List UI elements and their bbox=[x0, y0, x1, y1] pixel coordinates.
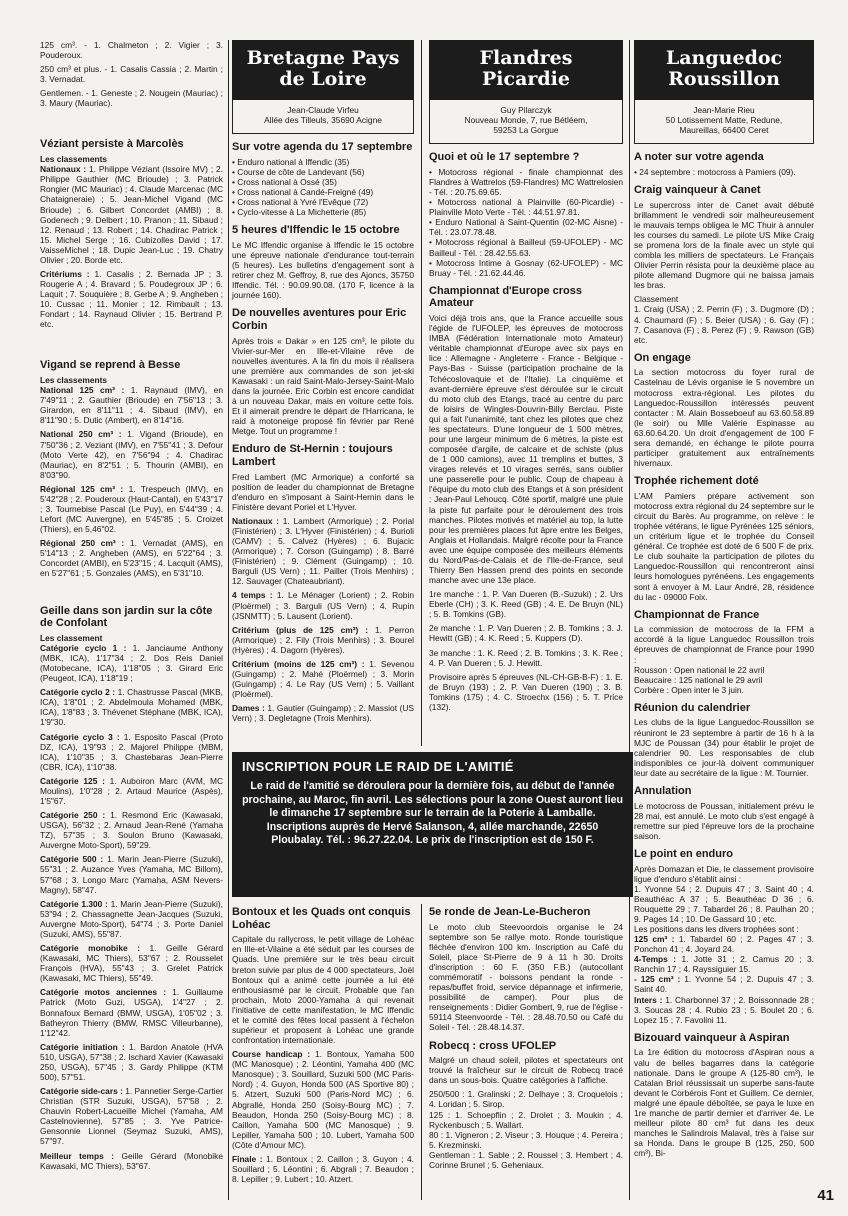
page-number: 41 bbox=[817, 1187, 834, 1204]
article-text: Le MC Iffendic organise à Iffendic le 15 octobre une épreuve nationale d'endurance tout-terrain (5 heures). Les bulletins d'engagement sont à retirer chez M. Geffroy, 8, rue des Ajoncs, 35750 Iffendic. Tél. : 90.09.90.08. (170 F, licence à la journée 160). bbox=[232, 239, 414, 301]
results-paragraph: Régional 250 cm³ : 1. Vernadat (AMS), en 5'14"13 ; 2. Angheben (AMS), en 5'22"64 ; 3. Concordet (AMBI), en 5'23"15 ; 4. Lacquit (AMS), en 5'27"61 ; 5. Gonzales (AMS), en 5'31"10. bbox=[40, 538, 223, 579]
agenda-list bbox=[429, 167, 623, 278]
article-text: Classement bbox=[634, 294, 679, 305]
results-paragraph: Catégorie side-cars : 1. Pannetier Serge-Cartier Christian (STR Suzuki, USGA), 57"58 ; 2. Chauvin Robert-Lacueille Michel (Yamaha, AM Castelnovienne), 57"85 ; 3. Yve Patrice-Gensonnie Lionnel (Seymaz Suzuki, AMS), 57"97. bbox=[40, 1086, 223, 1147]
region-contact: Jean-Marie Rieu 50 Lotissement Matte, Redune, Maureillas, 66400 Ceret bbox=[634, 100, 814, 145]
list-item: • Motocross Intime à Gosnay (62-UFOLEP) - MC Bruay - Tél. : 21.62.44.46. bbox=[429, 258, 623, 278]
results-line: 1. Craig (USA) ; 2. Perrin (F) ; 3. Dugmore (D) ; 4. Chaumard (F) ; 5. Beier (USA) ; 6. Gay (F) ; 7. Casanova (F) ; 8. Perez (F) ; 9. Rawson (GB) etc. bbox=[634, 304, 814, 345]
subheading: Les classement bbox=[40, 632, 103, 643]
results-paragraph: Nationaux : 1. Lambert (Armorique) ; 2. Porial (Finistérien) ; 3. L'Hyver (Finistérien) ; 4. Burioli (CAMV) ; 5. Calvez (Hyères) ; 6. Bujacic (Armorique) ; 7. Corson (Guingamp) ; 8. Barré (Finistérien) ; 9. Clément (Guingamp) ; 10. Barguli (US Vern) ; 11. Pailler (Trois Menhirs) ; 12. Sauvager (Chateaubriant). bbox=[232, 515, 414, 587]
results-line: Beaucaire : 125 national le 29 avril bbox=[634, 674, 763, 685]
list-item: • Cross national à Yvré l'Evêque (72) bbox=[232, 197, 414, 207]
results-paragraph: Critérium (moins de 125 cm³) : 1. Sevenou (Guingamp) ; 2. Mahé (Ploërmel) ; 3. Morin (Guingamp) ; 4. Le Ray (US Vern) ; 5. Vaillant (Ploërmel). bbox=[232, 658, 414, 700]
region-header: Languedoc Roussillon bbox=[634, 40, 814, 100]
article-title: Trophée richement doté bbox=[634, 475, 759, 488]
results-paragraph: 4-Temps : 1. Jotte 31 ; 2. Camus 20 ; 3. Ranchin 17 ; 4. Rayssiguier 15. bbox=[634, 954, 814, 975]
article-title: De nouvelles aventures pour Eric Corbin bbox=[232, 307, 407, 332]
results-line: 1re manche : 1. P. Van Dueren (B.-Suzuki) ; 2. Urs Eberle (CH) ; 3. K. Reed (GB) ; 4. E. De Bruyn (NL) ; 5. B. Tomkins (GB). bbox=[429, 589, 623, 620]
results-line: 1. Yvonne 54 ; 2. Dupuis 47 ; 3. Saint 40 ; 4. Beauthéac A 37 ; 5. Beauthéac D 36 ; 6. Rouquette 29 ; 7. Tabardel 26 ; 8. Paulhan 20 ; 9. Pages 14 ; 10. De Gassard 10 ; etc. bbox=[634, 883, 814, 924]
article-title: Championnat d'Europe cross Amateur bbox=[429, 284, 582, 310]
subheading: Les classements bbox=[40, 154, 108, 165]
article-text: Fred Lambert (MC Armorique) a conforté sa position de leader du championnat de Bretagne d'enduro en s'imposant à Saint-Hernin dans le Finistère devant Poriel et L'Hyver. bbox=[232, 471, 414, 512]
results-paragraph: Catégorie cyclo 2 : 1. Chastrusse Pascal (MKB, ICA), 1'8"01 ; 2. Abdelmoula Mohamed (MBK, ICA), 1'8"83 ; 3. Thévenet Stéphane (MBK, ICA), 1'9"30. bbox=[40, 687, 223, 728]
results-paragraph: Critériums : 1. Casalis ; 2. Bernada JP ; 3. Rougerie A ; 4. Bravard ; 5. Poudegroux JP ; 6. Laquit ; 7. Souquière ; 8. Gerbe A ; 9. Angheben ; 10. Cussac ; 11. Monier ; 12. Rimbault ; 13. Fondart ; 14. Raynaud Olivier ; 15. Bertrand P. etc. bbox=[40, 268, 223, 330]
article-text: Voici déjà trois ans, que la France accueille sous l'égide de l'UFOLEP, les épreuves de motocross IMBA (Fédération Internationale moto Amateur) véritable championnat d'Europe avec six pays en lice : Allemagne - Angleterre - France - Belgique - Pays-Bas - Suisse (participation prochaine de la Tchécoslovaquie et de l'Italie). La cinquième et avant-dernière épreuve s'est déroulée sur le circuit du moto club des Etangs, tracé au centre du parc de loisirs de Wingles-Douvrin-Billy Berclau. Piste qui a fait l'unanimité, tant chez les pilotes que chez les spectateurs. D'une longueur de 1 500 mètres, pour une largeur minimum de 6 mètres, la piste est composée d'argile, de calcaire et de schiste (plus de 1 000 camions), avec 11 tremplins et buttes, 3 virages relevés et 10 virages serrés, sans oublier une passerelle pour le public. Coup de chapeau à l'équipe du moto club des Etangs et à son président : Jean-Paul Lehoucq. Côté sportif, malgré une pluie la piste fut parfaite pour le déroulement des trois manches. Pilotes motivés et matériel au top, la lutte pour les premières places fut âpre entre les Belges, Anglais et Hollandais. Malgré récolte pour la France avec une équipe composée des meilleurs éléments du Nord/Pas-de-Calais et de l'Ile-de-France, seul Thierry Ben Hassen prend des points en seconde manche avec une 13e place. bbox=[429, 313, 623, 586]
results-paragraph: National 250 cm³ : 1. Vigand (Brioude), en 7'50"36 ; 2. Veziant (IMV), en 7'55"41 ; 3. Defour (Moto Verte 42), en 7'56"94 ; 4. Chadirac (Mauriac), en 8'2"51 ; 5. Thourin (AMBI), en 8'03"90. bbox=[40, 429, 223, 480]
results-paragraph: Meilleur temps : Geille Gérard (Monobike Kawasaki, MC Thiers), 53"67. bbox=[40, 1150, 224, 1171]
top-results-line: Gentlemen. - 1. Geneste ; 2. Nougein (Mauriac) ; 3. Maury (Mauriac). bbox=[40, 88, 223, 109]
article-text: Le supercross inter de Canet avait débuté brillamment le vendredi soir malheureusement le mauvais temps obligea le MC Thuir à annuler les courses du samedi. Le pilote US Mike Craig se promena lors de la finale avec un style qui combla les milliers de spectateurs. Le Français Olivier Perrin résista pour la deuxième place au pilote allemand Dugmore qui ne baissa jamais les bras. bbox=[634, 199, 814, 291]
results-line: 125 : 1. Schoepflin ; 2. Drolet ; 3. Moukin ; 4. Ryckenbusch ; 5. Wallart. bbox=[429, 1109, 623, 1130]
results-paragraph: - 125 cm³ : 1. Yvonne 54 ; 2. Dupuis 47 ; 3. Saint 40. bbox=[634, 974, 814, 995]
banner-text: Le raid de l'amitié se déroulera pour la dernière fois, au début de l'année prochaine, au Maroc, fin avril. Les sélections pour la zone Ouest auront lieu le dimanche 17 septembre sur le terrain de la Poterie à Lamballe. Inscriptions auprès de Hervé Salanson, 4, allée marchande, 22650 Ploubalay. Tél. : 96.27.22.04. Le prix de l'inscription est de 150 F. bbox=[242, 780, 623, 847]
results-line: 3e manche : 1. K. Reed ; 2. B. Tomkins ; 3. K. Ree ; 4. P. Van Dueren ; 5. J. Hewitt. bbox=[429, 647, 623, 668]
results-paragraph: National 125 cm³ : 1. Raynaud (IMV), en 7'49"11 ; 2. Gauthier (Brioude) en 7'56"13 ; 3. Girardon, en 8'11"11 ; 4. Sibaud (IMV), en 8'11"90 ; 5. Dutic (Ambert), en 8'14"16. bbox=[40, 385, 223, 426]
results-paragraph: Nationaux : 1. Philippe Véziant (Issoire MV) ; 2. Philippe Gauthier (MC Brioude) ; 3. Patrick Rongier (MC Mauriac) ; 4. Claude Marcenac (MC Chataigneraie) ; 5. Jean-Michel Vigand (MC Brioude) ; 6. Gilbert Concordet (AMBI) ; 8. Godenech ; 9. Delbert ; 10. Pranon ; 11. Sibaud ; 12. Renaud ; 13. Robert ; 14. Chadirac Patrick ; 15. Michel Serge ; 16. Cubizolles David ; 17. VaisseMichel ; 18. Dupic Jean-Luc ; 19. Chatry Olivier ; 20. Borde etc. bbox=[40, 164, 223, 265]
results-paragraph: Régional 125 cm³ : 1. Trespeuch (IMV), en 5'42"28 ; 2. Pouderoux (Haut-Cantal), en 5'43"17 ; 3. Tournebise Pascal (Le Puy), en 5'44"39 ; 4. Lefort (MC Auvergne), en 5'45"85 ; 5. Croizet (Thiers), en 5,46"02. bbox=[40, 483, 223, 535]
results-line: Les positions dans les divers trophées sont : bbox=[634, 924, 799, 935]
column-3-bottom bbox=[429, 904, 623, 1200]
list-item: • Enduro national à Iffendic (35) bbox=[232, 157, 414, 167]
article-text: La commission de motocross de la FFM a accordé à la ligue Languedoc Roussillon trois épreuves de championnat de France pour 1990 : bbox=[634, 624, 814, 665]
article-title: Vigand se reprend à Besse bbox=[40, 359, 181, 372]
results-paragraph: Catégorie monobike : 1. Geille Gérard (Kawasaki, MC Thiers), 53"67 ; 2. Rousselet François (HVA), 55"43 ; 3. Grelet Patrick (Kawasaki, MC Thiers), 55"49. bbox=[40, 943, 224, 984]
article-title: Le point en enduro bbox=[634, 847, 733, 860]
column-divider bbox=[421, 40, 422, 746]
results-paragraph: Inters : 1. Charbonnel 37 ; 2. Boissonnade 28 ; 3. Soucas 28 ; 4. Rubio 23 ; 5. Boulet 20 ; 6. Lopez 15 ; 7. Favolini 11. bbox=[634, 994, 814, 1025]
article-text: Les clubs de la ligue Languedoc-Roussillon se réuniront le 23 septembre à partir de 16 h à la MJC de Poussan (34) pour établir le projet de calendrier 90. Les responsables de club indisponibles ce jour-là doivent communiquer leur date au secrétaire de la ligue : M. Tournier. bbox=[634, 717, 814, 778]
article-text: • 24 septembre : motocross à Pamiers (09). bbox=[634, 166, 796, 177]
article-text: L'AM Pamiers prépare activement son motocross extra régional du 24 septembre sur le circuit du Barès. Au programme, on relève : le trophée vétérans, le ligue Pyrénées 125 séniors, un critérium ligue et le trophée du Conseil général. Ce trophée est doté de 6 500 F de prix. Le club souhaite la participation de pilotes du Languedoc-Roussillon qui rencontreront ainsi leurs homologues pyrénéens. Les engagements sont à envoyer à M. Laur André, 28, résidence du lac - 09000 Foix. bbox=[634, 490, 814, 602]
results-paragraph: Catégorie cyclo 1 : 1. Janciaume Anthony (MBK, ICA), 1'17"34 ; 2. Dos Reis Daniel (Motobecane, ICA), 1'18"05 ; 3. Girard Eric (Peugeot, ICA), 1'18"19 ; bbox=[40, 642, 223, 684]
agenda-list bbox=[232, 157, 414, 217]
results-paragraph: 4 temps : 1. Le Ménager (Lorient) ; 2. Robin (Ploërmel) ; 3. Barguli (US Vern) ; 4. Rupin (JSNMTT) ; 5. Lausent (Lorient). bbox=[232, 590, 414, 621]
list-item: • Course de côte de Landevant (56) bbox=[232, 167, 414, 177]
list-item: • Cross national à Candé-Freigné (49) bbox=[232, 187, 414, 197]
results-paragraph: Catégorie cyclo 3 : 1. Esposito Pascal (Proto DZ, ICA), 1'9"93 ; 2. Majorel Philippe (MBM, ICA), 1'10"35 ; 3. Chastebaras Jean-Pierre (CBR, ICA), 1'10"38. bbox=[40, 731, 223, 772]
article-title: Sur votre agenda du 17 septembre bbox=[232, 141, 413, 154]
results-paragraph: Catégorie 1.300 : 1. Marin Jean-Pierre (Suzuki), 53"94 ; 2. Chassagnette Jean-Jacques (Suzuki, Auvergne Moto-Sport), 54"74 ; 3. Porte Daniel (Suzuki, AMS), 55"87. bbox=[40, 898, 223, 939]
region-header: Flandres Picardie bbox=[429, 40, 623, 100]
column-divider bbox=[228, 40, 229, 1200]
raid-banner bbox=[232, 752, 633, 897]
column-2 bbox=[232, 40, 414, 746]
results-line: 250/500 : 1. Gralinski ; 2. Delhaye ; 3. Croquelois ; 4. Loridan ; 5. Sirop. bbox=[429, 1089, 623, 1110]
results-line: Rousson : Open national le 22 avril bbox=[634, 664, 765, 675]
article-title: 5 heures d'Iffendic le 15 octobre bbox=[232, 224, 400, 237]
results-paragraph: Catégorie initiation : 1. Bardon Anatole (HVA 510, USGA), 57"38 ; 2. Ischard Xavier (Kawasaki 250, USGA), 57"45 ; 3. Gardy Philippe (KTM 500), 57"51. bbox=[40, 1041, 223, 1082]
results-paragraph: Critérium (plus de 125 cm³) : 1. Perron (Armorique) ; 2. Fily (Trois Menhirs) ; 3. Bourel (Hyères) ; 4. Dagorn (Hyères). bbox=[232, 624, 414, 655]
region-contact: Guy Pilarczyk Nouveau Monde, 7, rue Bétléem, 59253 La Gorgue bbox=[429, 100, 623, 145]
region-contact: Jean-Claude Virfeu Allée des Tilleuls, 35690 Acigne bbox=[232, 100, 414, 135]
results-paragraph: Catégorie 250 : 1. Resmond Eric (Kawasaki, USGA), 56"32 ; 2. Arnaud Jean-René (Yamaha TZ), 57"35 ; 3. Soulon Bruno (Kawasaki, Auvergne Moto-Sport), 59"29. bbox=[40, 810, 223, 851]
article-title: Championnat de France bbox=[634, 608, 760, 621]
article-title: On engage bbox=[634, 351, 691, 364]
list-item: • Motocross national à Plainville (60-Picardie) - Plainville Moto Verte - Tél. : 44.51.97.81. bbox=[429, 197, 623, 217]
results-line: 2e manche : 1. P. Van Dueren ; 2. B. Tomkins ; 3. J. Hewitt (GB) ; 4. K. Reed ; 5. Kuppers (D). bbox=[429, 623, 623, 644]
article-title: Réunion du calendrier bbox=[634, 701, 751, 714]
results-line: Corbère : Open inter le 3 juin. bbox=[634, 684, 744, 695]
list-item: • Motocross régional - finale championnat des Flandres à Wattrelos (59-Flandres) MC Wattrelosien - Tél. : 20.75.69.65. bbox=[429, 167, 623, 197]
article-text: Le motocross de Poussan, initialement prévu le 28 mai, est annulé. Le moto club s'est engagé à remettre sur pied l'épreuve lors de la prochaine saison. bbox=[634, 800, 814, 841]
list-item: • Cyclo-vitesse à La Michetterie (85) bbox=[232, 207, 414, 217]
article-text: Capitale du rallycross, le petit village de Lohéac en Ille-et-Vilaine a été séduit par les courses de Quads. Une première sur le très beau circuit breton suivie par plus de 4 000 spectateurs, Joël Bontoux qui a animé cette journée a lui été enthousiasmé par le circuit. Probable que l'an prochain, Moto 2000-Yamaha à qui revenait l'initiative de cette manifestation, le MC Iffendic et le comité des fêtes local passent à l'échelon supérieur et proposent à Lohéac une grande confrontation internationale. bbox=[232, 934, 414, 1046]
column-1 bbox=[40, 40, 223, 1200]
article-text: Après trois « Dakar » en 125 cm³, le pilote du Vivier-sur-Mer en Ille-et-Vilaine rêve de nouvelles aventures. A la fin du mois il réalisera une première aux commandes de son jet-ski Kawasaki : un raid Saint-Malo-Jersey-Saint-Malo dans la journée. Eric Corbin est encore candidat à un nouveau Dakar, mais en voiture cette fois. Et il aimerait prendre le départ de l'Harricana, le raid à motoneige proposé fin février par René Metge. Tout un programme ! bbox=[232, 335, 414, 437]
column-4 bbox=[634, 40, 815, 1159]
results-paragraph: Catégorie motos anciennes : 1. Guillaume Patrick (Moto Guzi, USGA), 1'4"27 ; 2. Bonnafoux Bernard (BMW, USGA), 1'05"02 ; 3. Batheyron Thierry (BMW, RMSC Villeurbanne), 1'12"42. bbox=[40, 987, 224, 1038]
list-item: • Motocross régional à Bailleul (59-UFOLEP) - MC Bailleul - Tél. : 28.42.55.63. bbox=[429, 237, 623, 257]
top-results-line: 125 cm³. - 1. Chalmeton ; 2. Vigier ; 3. Pouderoux. bbox=[40, 40, 223, 61]
results-line: Gentleman : 1. Sable ; 2. Roussel ; 3. Hembert ; 4. Corinne Brunel ; 5. Geheniaux. bbox=[429, 1149, 623, 1170]
results-paragraph: Catégorie 125 : 1. Auboiron Marc (AVM, MC Moulins), 1'0"28 ; 2. Artaud Maurice (Aspès), 1'5"67. bbox=[40, 775, 223, 807]
column-2-bottom bbox=[232, 904, 414, 1200]
results-line: 80 : 1. Vigneron ; 2. Viseur ; 3. Houque ; 4. Pereira ; 5. Krezminski. bbox=[429, 1129, 623, 1150]
article-title: Véziant persiste à Marcolès bbox=[40, 138, 184, 151]
top-results-line: 250 cm³ et plus. - 1. Casalis Cassia ; 2. Martin ; 3. Vernadat. bbox=[40, 64, 223, 85]
banner-title: INSCRIPTION POUR LE RAID DE L'AMITIÉ bbox=[242, 759, 514, 774]
column-divider bbox=[629, 40, 630, 1200]
article-text: La 1re édition du motocross d'Aspiran nous a valu de belles bagarres dans la catégorie nationale. Dans le groupe A (125-80 cm³), le Catalan Briol réussissait un superbe sans-faute devant le Corbérois Font et Guillem. Ce dernier, malgré une épaule déboîtée, se paya le luxe en 1re manche de partir dernier et d'arriver 4e. Le meilleur pilote 80 cm³ fut dans les deux manches le Salindrois Malaval, très à l'aise sur sa Honda. Dans le groupe B (125, 250, 500 cm³), Bi- bbox=[634, 1047, 814, 1159]
results-paragraph: Dames : 1. Gautier (Guingamp) ; 2. Massiot (US Vern) ; 3. Degletagne (Trois Menhirs). bbox=[232, 703, 415, 724]
list-item: • Cross national à Ossé (35) bbox=[232, 177, 414, 187]
article-title: A noter sur votre agenda bbox=[634, 151, 764, 164]
article-text: Le moto club Steevoordois organise le 24 septembre son 5e rallye moto. Ronde touristique fléchée d'environ 100 km. Inscription au Café du Soleil, place St-Pierre de 9 à 11 h 30. Droits d'inscription : 60 F. (350 F.B.) (autocollant commémoratif - boissons pendant la ronde - repas/buffet froid, service dépannage et infirmerie, possibilité de camper). Pour plus de renseignements : Didier Gombert, 9, rue de l'église - 59114 Steenvoorde - Tél. : 28.48.70.50 ou Café du Soleil - Tél. : 28.48.14.37. bbox=[429, 921, 623, 1033]
article-title: 5e ronde de Jean-Le-Bucheron bbox=[429, 906, 591, 918]
results-line: Provisoire après 5 épreuves (NL-CH-GB-B-F) : 1. E. de Bruyn (193) ; 2. P. Van Dueren (190) ; 3. B. Tomkins (175) ; 4. C. Stroechx (156) ; 5. T. Price (132). bbox=[429, 671, 623, 712]
article-title: Bizouard vainqueur à Aspiran bbox=[634, 1031, 790, 1044]
article-title: Annulation bbox=[634, 784, 692, 797]
results-paragraph: 125 cm³ : 1. Tabardel 60 ; 2. Pages 47 ; 3. Ponchon 41 ; 4. Joyard 24. bbox=[634, 934, 815, 955]
article-title: Geille dans son jardin sur la côte de Confolant bbox=[40, 604, 213, 630]
article-title: Robecq : cross UFOLEP bbox=[429, 1039, 557, 1052]
results-paragraph: Course handicap : 1. Bontoux, Yamaha 500 (MC Manosque) ; 2. Léontini, Yamaha 400 (MC Manosque) ; 3. Souillard, Suzuki 500 (MC Paris-Nord) ; 4. Guyon, Honda 500 (AS Sportive 80) ; 5. Atzert, Suzuki 500 (Paris-Nord MC) ; 6. Abgrallé, Honda 250 (Soisy-Bourg MC) ; 7. Beaudon, Honda 250 (Soisy-Bourg MC) ; 8. Caillon, Yamaha 500 (MC Manosque) ; 9. Lepiller, Yamaha 500 ; 10. Lubert, Yamaha 500 (Côte d'Amour MC). bbox=[232, 1049, 414, 1150]
column-3 bbox=[429, 40, 623, 746]
results-paragraph: Finale : 1. Bontoux ; 2. Caillon ; 3. Guyon ; 4. Souillard ; 5. Léontini ; 6. Abgrali ; 7. Beaudon ; 8. Lepiller ; 9. Lubert ; 10. Atzert. bbox=[232, 1153, 414, 1185]
results-paragraph: Catégorie 500 : 1. Marin Jean-Pierre (Suzuki), 55"31 ; 2. Auzance Yves (Yamaha, MC Billom), 57"68 ; 3. Longo Marc (Yamaha, ASM Nevers-Magny), 58"47. bbox=[40, 854, 223, 895]
article-title: Quoi et où le 17 septembre ? bbox=[429, 151, 580, 164]
column-divider bbox=[421, 904, 422, 1200]
article-title: Bontoux et les Quads ont conquis Lohéac bbox=[232, 906, 411, 931]
region-header: Bretagne Pays de Loire bbox=[232, 40, 414, 100]
list-item: • Enduro National à Saint-Quentin (02-MC Aisne) - Tél. : 23.07.78.48. bbox=[429, 217, 623, 237]
article-title: Enduro de St-Hernin : toujours Lambert bbox=[232, 443, 393, 468]
article-title: Craig vainqueur à Canet bbox=[634, 184, 761, 196]
article-text: Après Domazan et Die, le classement provisoire ligue d'enduro s'établit ainsi : bbox=[634, 863, 814, 884]
article-text: Malgré un chaud soleil, pilotes et spectateurs ont trouvé la fraîcheur sur le circuit de Robecq tracé dans un sous-bois. Quatre catégories à l'affiche. bbox=[429, 1055, 623, 1086]
subheading: Les classements bbox=[40, 375, 108, 386]
article-text: La section motocross du foyer rural de Castelnau de Lévis organise le 5 novembre un motocross extra-régional. Les pilotes du Languedoc-Roussillon intéressés peuvent contacter : M. Alain Bosseboeuf au 63.60.58.89 (le soir) ou Mlle Valérie Espinasse au 63.60.64.20. Un droit d'engagement de 100 F sera demandé, en échange le pilote pourra participer gratuitement aux entraînements hivernaux. bbox=[634, 367, 814, 469]
